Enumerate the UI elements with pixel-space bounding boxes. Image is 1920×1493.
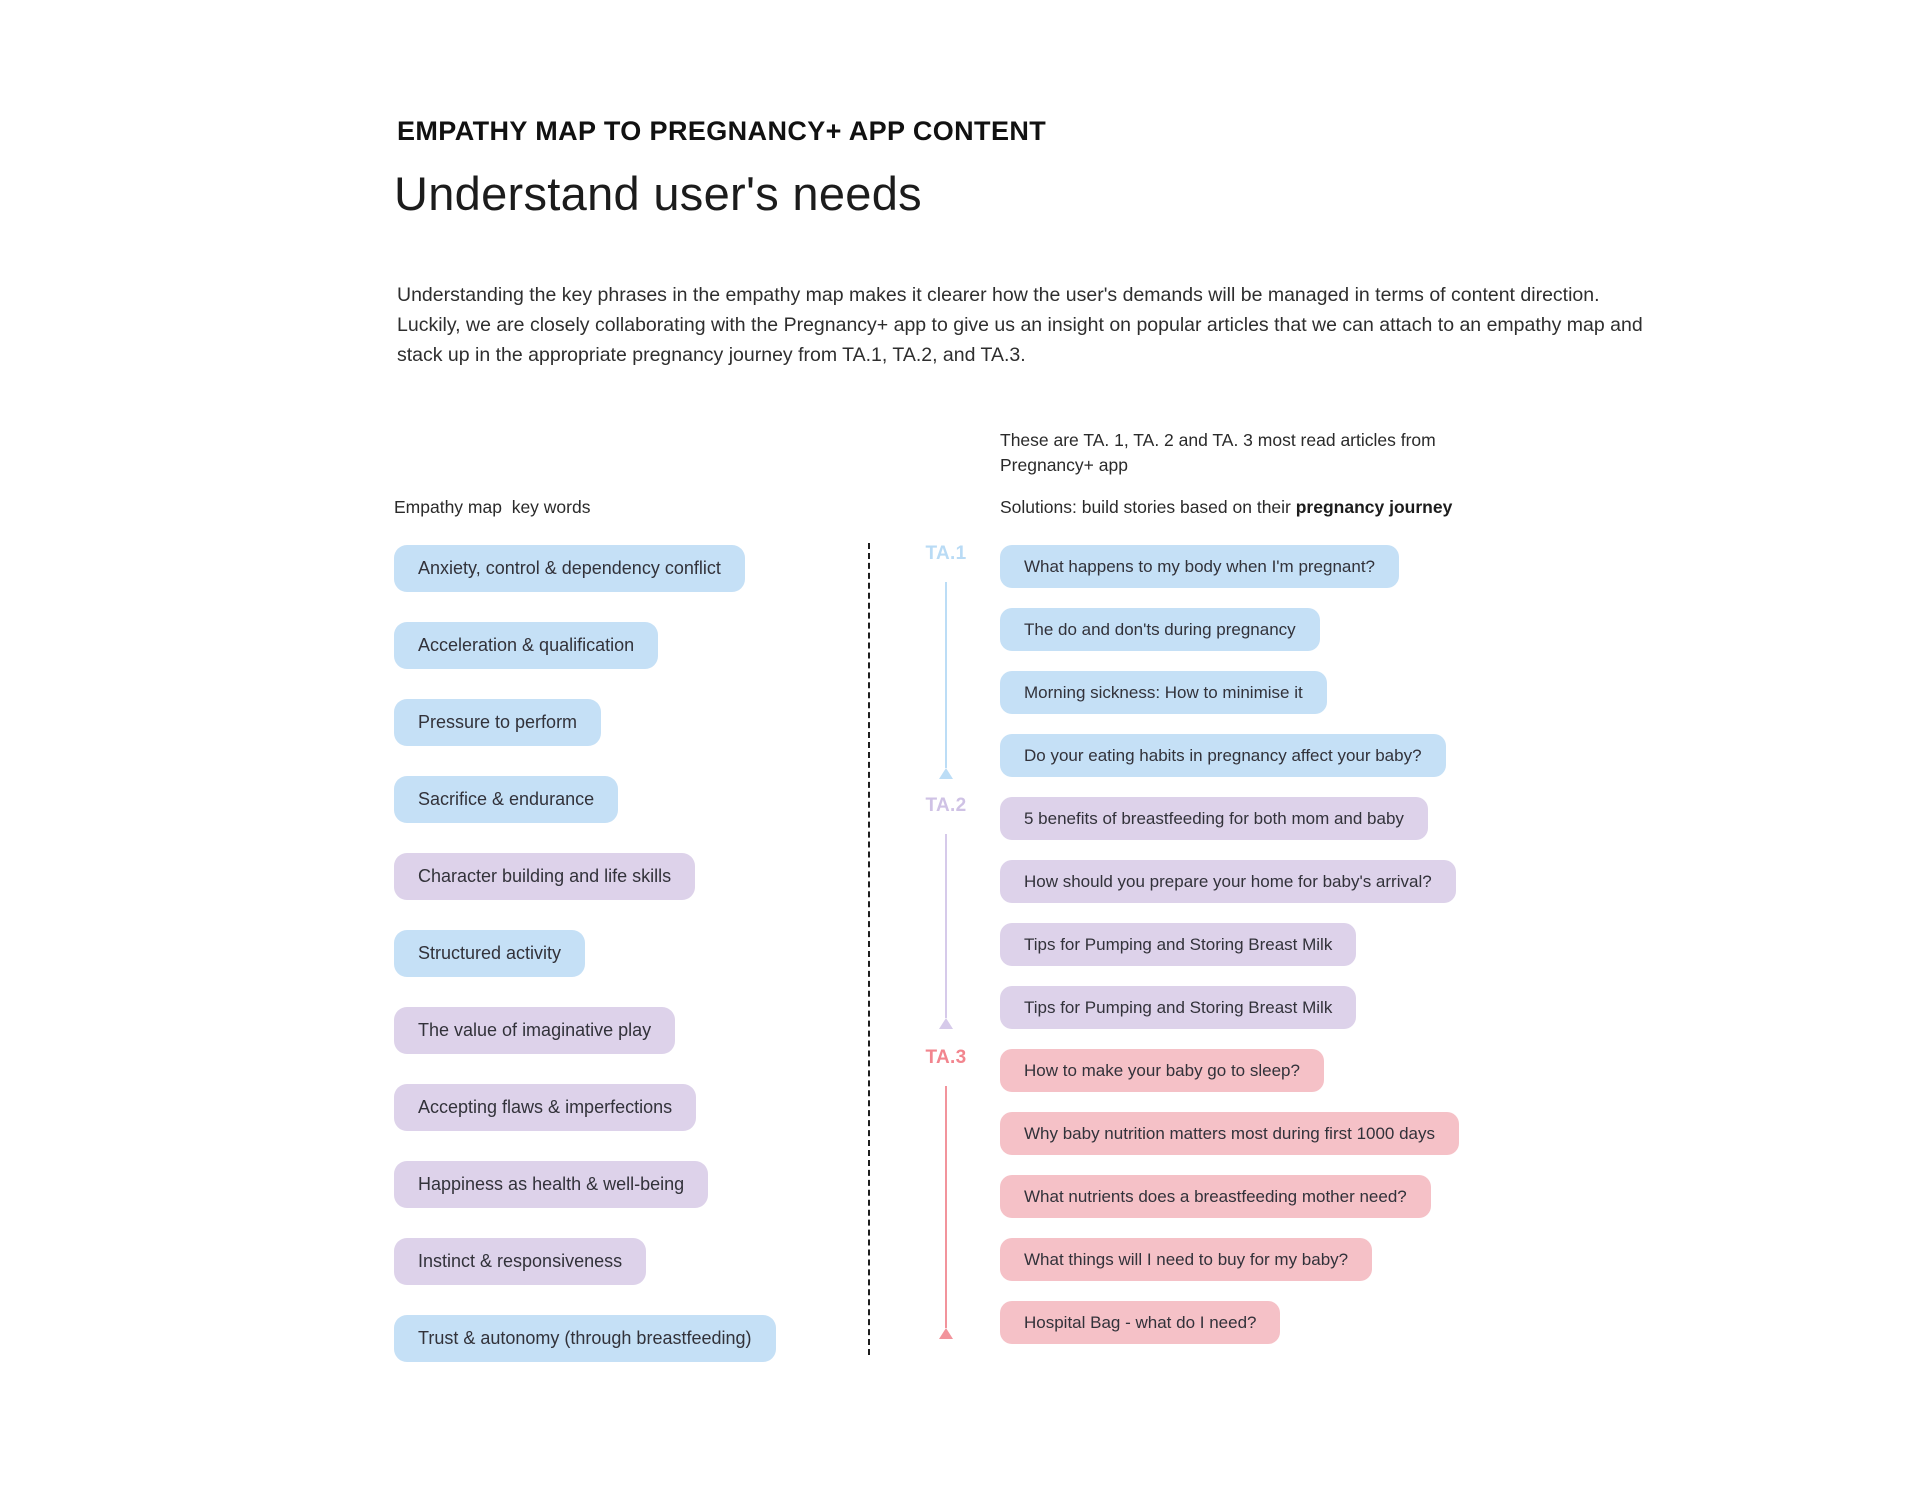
article-pill: Morning sickness: How to minimise it [1000,671,1327,714]
ta-group-arrowhead-icon [939,768,953,779]
solutions-text: Solutions: build stories based on their [1000,497,1296,517]
article-pill: Why baby nutrition matters most during first 1000 days [1000,1112,1459,1155]
ta-group-arrowhead-icon [939,1018,953,1029]
ta-group-line [945,1086,947,1328]
ta-group-line [945,582,947,768]
keywords-heading: Empathy map key words [394,497,591,517]
ta-group-arrowhead-icon [939,1328,953,1339]
article-pill: Do your eating habits in pregnancy affect your baby? [1000,734,1446,777]
keyword-list [394,545,776,1362]
ta-group-label: TA.2 [925,795,967,816]
articles-intro: These are TA. 1, TA. 2 and TA. 3 most read articles from Pregnancy+ app [1000,430,1436,476]
keyword-pill: Accepting flaws & imperfections [394,1084,696,1131]
ta-group-label: TA.3 [925,1047,967,1068]
keyword-pill: Anxiety, control & dependency conflict [394,545,745,592]
article-pill: Hospital Bag - what do I need? [1000,1301,1280,1344]
eyebrow-title: EMPATHY MAP TO PREGNANCY+ APP CONTENT [397,116,1047,146]
keyword-pill: Structured activity [394,930,585,977]
keyword-pill: The value of imaginative play [394,1007,675,1054]
article-pill: What things will I need to buy for my baby? [1000,1238,1372,1281]
keyword-pill: Trust & autonomy (through breastfeeding) [394,1315,776,1362]
article-pill: Tips for Pumping and Storing Breast Milk [1000,986,1356,1029]
solutions-bold-text: pregnancy journey [1295,497,1453,517]
article-pill: How to make your baby go to sleep? [1000,1049,1324,1092]
article-pill: The do and don'ts during pregnancy [1000,608,1320,651]
article-pill: Tips for Pumping and Storing Breast Milk [1000,923,1356,966]
page-title: Understand user's needs [394,167,922,220]
article-pill: What nutrients does a breastfeeding mother need? [1000,1175,1431,1218]
intro-paragraph: Understanding the key phrases in the empathy map makes it clearer how the user's demands will be managed in terms of content direction. Luckily, we are closely collaborating with the Pregnancy+ app to give us an insight on popular articles that we can attach to an empathy map and stack up in the appropriate pregnancy journey from TA.1, TA.2, and TA.3. [397,284,1643,367]
keyword-pill: Instinct & responsiveness [394,1238,646,1285]
keyword-pill: Character building and life skills [394,853,695,900]
article-pill: 5 benefits of breastfeeding for both mom and baby [1000,797,1428,840]
article-pill: How should you prepare your home for baby's arrival? [1000,860,1456,903]
article-list [1000,545,1459,1344]
keyword-pill: Sacrifice & endurance [394,776,618,823]
ta-group-line [945,834,947,1018]
dotted-divider [868,543,870,1355]
keyword-pill: Acceleration & qualification [394,622,658,669]
ta-group-label: TA.1 [925,543,967,564]
keyword-pill: Pressure to perform [394,699,601,746]
keyword-pill: Happiness as health & well-being [394,1161,708,1208]
solutions-heading [1000,497,1452,518]
article-pill: What happens to my body when I'm pregnant? [1000,545,1399,588]
